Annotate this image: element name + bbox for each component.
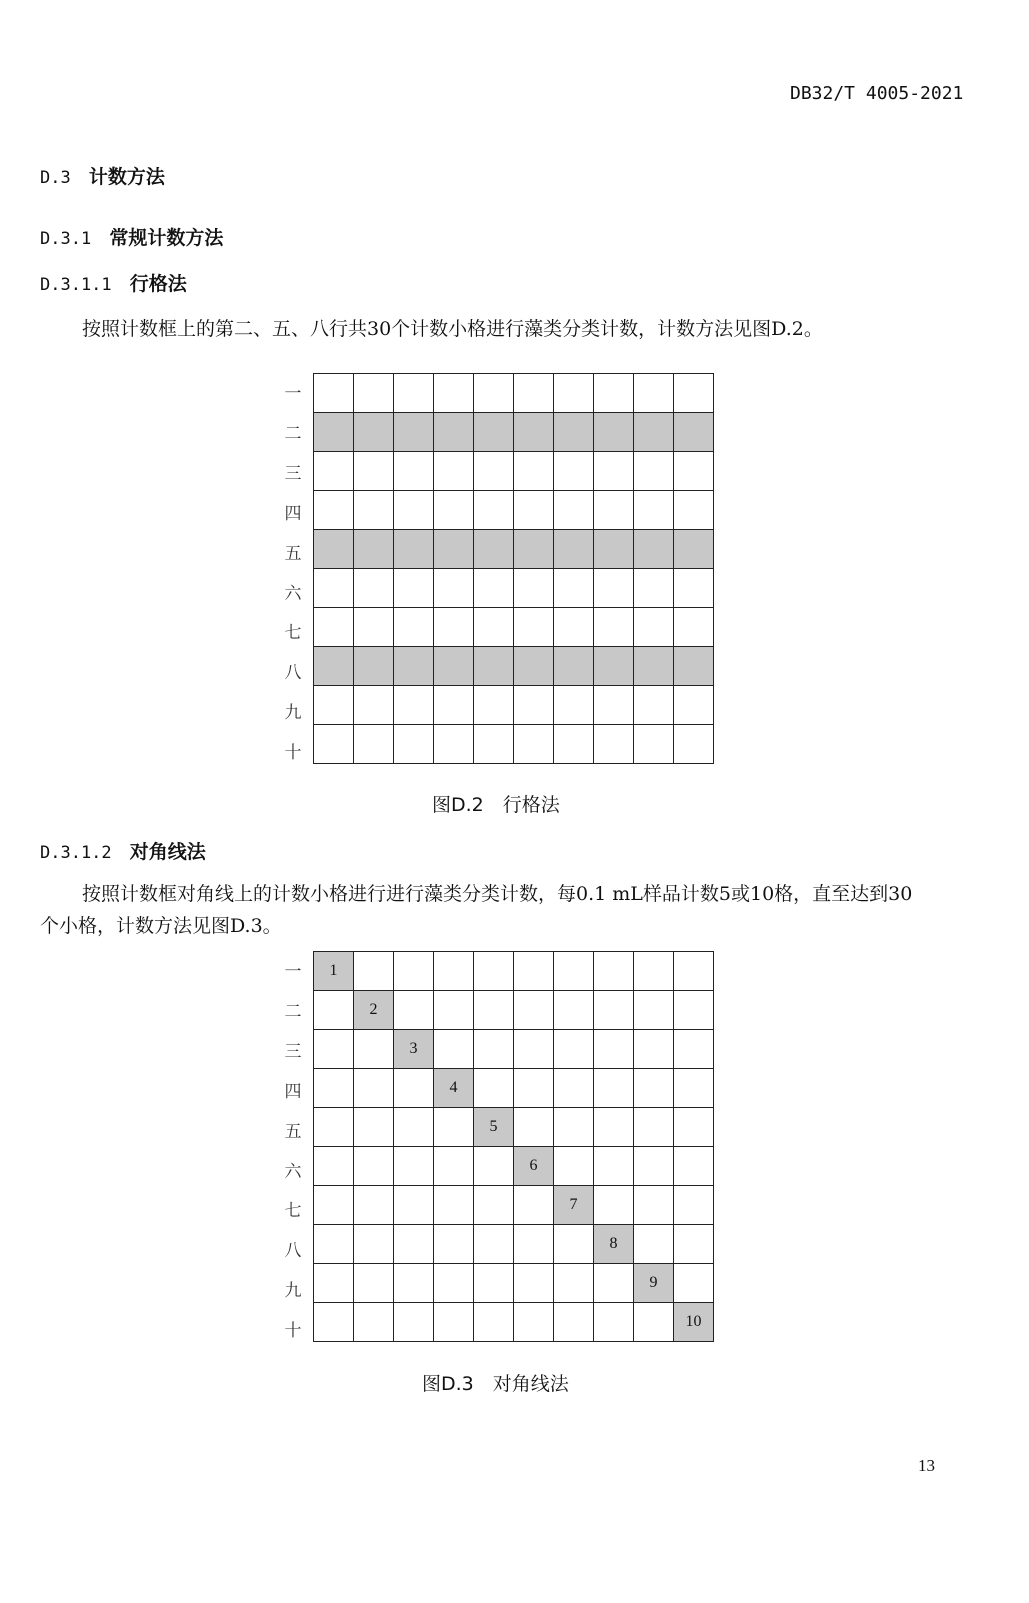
grid-cell bbox=[394, 530, 434, 569]
grid-cell bbox=[474, 1225, 514, 1264]
grid-cell bbox=[634, 991, 674, 1030]
grid-cell bbox=[634, 1108, 674, 1147]
grid-cell bbox=[634, 725, 674, 764]
document-code: DB32/T 4005-2021 bbox=[790, 83, 964, 104]
diagonal-cell: 2 bbox=[354, 991, 394, 1030]
grid-cell bbox=[634, 952, 674, 991]
grid-cell bbox=[354, 1264, 394, 1303]
grid-cell bbox=[594, 1186, 634, 1225]
grid-cell bbox=[394, 1225, 434, 1264]
grid-cell bbox=[434, 452, 474, 491]
grid-row bbox=[314, 413, 714, 452]
grid-cell bbox=[634, 647, 674, 686]
grid-cell bbox=[514, 452, 554, 491]
grid-row bbox=[314, 530, 714, 569]
grid-cell bbox=[474, 991, 514, 1030]
grid-cell bbox=[554, 1030, 594, 1069]
grid-cell bbox=[474, 413, 514, 452]
row-label: 一 bbox=[284, 962, 302, 982]
row-label: 四 bbox=[284, 1081, 302, 1102]
grid-cell bbox=[554, 1303, 594, 1342]
grid-cell bbox=[594, 725, 634, 764]
grid-cell bbox=[314, 1108, 354, 1147]
grid-cell bbox=[314, 1186, 354, 1225]
paragraph-d312-line2: 个小格，计数方法见图D.3。 bbox=[40, 915, 282, 937]
grid-row bbox=[314, 374, 714, 413]
grid-cell bbox=[394, 1186, 434, 1225]
heading-title: 行格法 bbox=[129, 273, 187, 295]
row-label: 六 bbox=[284, 1161, 302, 1182]
grid-cell bbox=[554, 452, 594, 491]
diagonal-cell: 8 bbox=[594, 1225, 634, 1264]
grid-cell bbox=[554, 374, 594, 413]
grid-cell bbox=[314, 686, 354, 725]
grid-cell bbox=[674, 952, 714, 991]
row-label: 一 bbox=[284, 384, 302, 404]
grid-cell bbox=[474, 452, 514, 491]
grid-cell bbox=[354, 374, 394, 413]
grid-cell bbox=[394, 608, 434, 647]
grid-cell bbox=[434, 1186, 474, 1225]
grid-cell bbox=[634, 1225, 674, 1264]
row-label: 八 bbox=[284, 663, 302, 684]
page-number: 13 bbox=[918, 1456, 935, 1475]
grid-cell bbox=[554, 1264, 594, 1303]
grid-cell bbox=[314, 491, 354, 530]
grid-cell bbox=[594, 608, 634, 647]
grid-cell bbox=[434, 608, 474, 647]
row-label: 四 bbox=[284, 503, 302, 524]
row-label: 九 bbox=[284, 1281, 302, 1302]
grid-cell bbox=[394, 452, 434, 491]
grid-cell bbox=[474, 530, 514, 569]
grid-cell bbox=[434, 991, 474, 1030]
grid-cell bbox=[354, 686, 394, 725]
grid-cell bbox=[354, 952, 394, 991]
grid-cell bbox=[634, 1030, 674, 1069]
grid-cell bbox=[314, 647, 354, 686]
grid-row bbox=[314, 452, 714, 491]
grid-cell bbox=[434, 1030, 474, 1069]
grid-cell bbox=[314, 1147, 354, 1186]
grid-cell bbox=[434, 725, 474, 764]
grid-cell bbox=[554, 1108, 594, 1147]
grid-cell bbox=[354, 1303, 394, 1342]
grid-cell bbox=[514, 1108, 554, 1147]
grid-cell bbox=[594, 991, 634, 1030]
grid-row bbox=[314, 1303, 714, 1342]
grid-cell bbox=[554, 569, 594, 608]
row-label: 七 bbox=[284, 623, 302, 644]
grid-cell bbox=[674, 452, 714, 491]
grid-cell bbox=[594, 530, 634, 569]
heading-title: 计数方法 bbox=[88, 166, 165, 188]
grid-cell bbox=[674, 569, 714, 608]
grid-cell bbox=[354, 569, 394, 608]
grid-cell bbox=[474, 608, 514, 647]
heading-d312 bbox=[40, 837, 206, 864]
grid-cell bbox=[634, 452, 674, 491]
grid-cell bbox=[354, 1069, 394, 1108]
grid-cell bbox=[594, 569, 634, 608]
grid-cell bbox=[354, 530, 394, 569]
grid-cell bbox=[434, 1303, 474, 1342]
grid-cell bbox=[394, 1069, 434, 1108]
grid-cell bbox=[394, 952, 434, 991]
row-label: 九 bbox=[284, 703, 302, 724]
grid-cell bbox=[354, 647, 394, 686]
grid-cell bbox=[394, 1303, 434, 1342]
figure-d2-caption: 图D.2 行格法 bbox=[432, 794, 560, 816]
grid-cell bbox=[594, 374, 634, 413]
grid-cell bbox=[674, 647, 714, 686]
paragraph-d312-line1: 按照计数框对角线上的计数小格进行进行藻类分类计数，每0.1 mL样品计数5或10格，直至达到30 bbox=[82, 883, 913, 905]
grid-cell bbox=[354, 1186, 394, 1225]
grid-cell bbox=[554, 1147, 594, 1186]
heading-title: 对角线法 bbox=[129, 841, 206, 863]
grid-cell bbox=[314, 530, 354, 569]
grid-cell bbox=[554, 1069, 594, 1108]
grid-cell bbox=[474, 1147, 514, 1186]
grid-cell bbox=[354, 491, 394, 530]
grid-cell bbox=[314, 1030, 354, 1069]
grid-cell bbox=[474, 686, 514, 725]
grid-cell bbox=[514, 1225, 554, 1264]
grid-cell bbox=[314, 1264, 354, 1303]
diagonal-cell: 7 bbox=[554, 1186, 594, 1225]
grid-cell bbox=[594, 491, 634, 530]
grid-cell bbox=[314, 608, 354, 647]
grid-cell bbox=[514, 374, 554, 413]
grid-cell bbox=[594, 1264, 634, 1303]
grid-cell bbox=[354, 1108, 394, 1147]
grid-cell bbox=[514, 1264, 554, 1303]
grid-cell bbox=[434, 413, 474, 452]
grid-cell bbox=[474, 491, 514, 530]
grid-cell bbox=[674, 608, 714, 647]
row-label: 五 bbox=[284, 543, 302, 564]
grid-cell bbox=[514, 952, 554, 991]
grid-cell bbox=[394, 491, 434, 530]
grid-cell bbox=[674, 1069, 714, 1108]
grid-cell bbox=[514, 1069, 554, 1108]
grid-cell bbox=[554, 991, 594, 1030]
grid-cell bbox=[634, 686, 674, 725]
heading-number: D.3.1.1 bbox=[40, 275, 112, 295]
grid-cell bbox=[634, 1147, 674, 1186]
grid-cell bbox=[394, 647, 434, 686]
grid-cell bbox=[674, 725, 714, 764]
grid-row bbox=[314, 686, 714, 725]
grid-cell bbox=[514, 725, 554, 764]
diagonal-cell: 6 bbox=[514, 1147, 554, 1186]
grid-cell bbox=[434, 1147, 474, 1186]
grid-row bbox=[314, 491, 714, 530]
row-label: 二 bbox=[284, 1001, 302, 1022]
grid-cell bbox=[434, 530, 474, 569]
grid-cell bbox=[514, 491, 554, 530]
grid-cell bbox=[314, 991, 354, 1030]
grid-cell bbox=[514, 1186, 554, 1225]
grid-cell bbox=[434, 1225, 474, 1264]
grid-cell bbox=[354, 452, 394, 491]
grid-cell bbox=[474, 1186, 514, 1225]
grid-cell bbox=[634, 1069, 674, 1108]
grid-cell bbox=[434, 569, 474, 608]
grid-row bbox=[314, 647, 714, 686]
grid-cell bbox=[674, 1147, 714, 1186]
grid-cell bbox=[634, 1303, 674, 1342]
heading-d311 bbox=[40, 269, 187, 296]
grid-cell bbox=[514, 1303, 554, 1342]
heading-d31 bbox=[40, 223, 223, 250]
grid-cell bbox=[594, 452, 634, 491]
grid-cell bbox=[394, 374, 434, 413]
grid-cell bbox=[354, 1225, 394, 1264]
grid-cell bbox=[554, 1225, 594, 1264]
grid-cell bbox=[594, 647, 634, 686]
grid-cell bbox=[634, 374, 674, 413]
grid-cell bbox=[674, 1108, 714, 1147]
grid-cell bbox=[674, 1264, 714, 1303]
grid-cell bbox=[634, 491, 674, 530]
row-label: 七 bbox=[284, 1201, 302, 1222]
grid-row bbox=[314, 608, 714, 647]
grid-row bbox=[314, 1147, 714, 1186]
grid-cell bbox=[554, 608, 594, 647]
grid-cell bbox=[634, 413, 674, 452]
grid-cell bbox=[434, 1108, 474, 1147]
grid-cell bbox=[514, 1030, 554, 1069]
diagonal-cell: 4 bbox=[434, 1069, 474, 1108]
row-label: 二 bbox=[284, 423, 302, 444]
row-label: 八 bbox=[284, 1241, 302, 1262]
grid-cell bbox=[514, 530, 554, 569]
grid-cell bbox=[674, 686, 714, 725]
grid-row bbox=[314, 1264, 714, 1303]
grid-row bbox=[314, 725, 714, 764]
grid-cell bbox=[634, 569, 674, 608]
figure-d2-grid bbox=[313, 373, 714, 764]
row-label: 三 bbox=[284, 463, 302, 484]
heading-number: D.3.1 bbox=[40, 229, 92, 249]
grid-cell bbox=[474, 569, 514, 608]
grid-cell bbox=[514, 991, 554, 1030]
grid-cell bbox=[674, 374, 714, 413]
grid-cell bbox=[674, 530, 714, 569]
grid-cell bbox=[674, 991, 714, 1030]
grid-cell bbox=[394, 413, 434, 452]
grid-cell bbox=[674, 1225, 714, 1264]
heading-title: 常规计数方法 bbox=[109, 227, 224, 249]
heading-number: D.3.1.2 bbox=[40, 843, 112, 863]
grid-cell bbox=[434, 647, 474, 686]
grid-cell bbox=[554, 647, 594, 686]
grid-cell bbox=[634, 608, 674, 647]
grid-cell bbox=[354, 725, 394, 764]
grid-cell bbox=[634, 1186, 674, 1225]
figure-d3-caption: 图D.3 对角线法 bbox=[422, 1373, 569, 1395]
row-label: 十 bbox=[284, 743, 302, 764]
grid-cell bbox=[434, 374, 474, 413]
grid-cell bbox=[394, 1264, 434, 1303]
grid-cell bbox=[514, 647, 554, 686]
row-label: 六 bbox=[284, 583, 302, 604]
grid-cell bbox=[514, 413, 554, 452]
grid-cell bbox=[314, 374, 354, 413]
grid-cell bbox=[394, 686, 434, 725]
grid-cell bbox=[354, 608, 394, 647]
grid-cell bbox=[554, 530, 594, 569]
grid-row bbox=[314, 1030, 714, 1069]
grid-row bbox=[314, 1108, 714, 1147]
heading-d3 bbox=[40, 162, 165, 189]
grid-cell bbox=[314, 452, 354, 491]
grid-cell bbox=[314, 1303, 354, 1342]
grid-cell bbox=[474, 1069, 514, 1108]
heading-number: D.3 bbox=[40, 168, 71, 188]
grid-cell bbox=[474, 374, 514, 413]
grid-cell bbox=[314, 1225, 354, 1264]
grid-cell bbox=[594, 1303, 634, 1342]
grid-cell bbox=[594, 686, 634, 725]
row-label: 十 bbox=[284, 1321, 302, 1342]
grid-cell bbox=[594, 1069, 634, 1108]
grid-cell bbox=[474, 952, 514, 991]
paragraph-d311: 按照计数框上的第二、五、八行共30个计数小格进行藻类分类计数，计数方法见图D.2。 bbox=[82, 318, 823, 340]
grid-cell bbox=[594, 1147, 634, 1186]
diagonal-cell: 10 bbox=[674, 1303, 714, 1342]
grid-row bbox=[314, 569, 714, 608]
grid-cell bbox=[354, 1147, 394, 1186]
grid-cell bbox=[674, 491, 714, 530]
grid-cell bbox=[594, 1108, 634, 1147]
grid-cell bbox=[354, 413, 394, 452]
grid-cell bbox=[394, 1147, 434, 1186]
grid-cell bbox=[474, 725, 514, 764]
grid-cell bbox=[314, 1069, 354, 1108]
grid-cell bbox=[554, 491, 594, 530]
row-label: 五 bbox=[284, 1121, 302, 1142]
grid-row bbox=[314, 991, 714, 1030]
grid-cell bbox=[474, 1264, 514, 1303]
grid-cell bbox=[554, 686, 594, 725]
grid-row bbox=[314, 1186, 714, 1225]
grid-cell bbox=[474, 1303, 514, 1342]
grid-cell bbox=[394, 991, 434, 1030]
grid-cell bbox=[514, 569, 554, 608]
grid-cell bbox=[594, 1030, 634, 1069]
grid-cell bbox=[674, 413, 714, 452]
grid-cell bbox=[674, 1030, 714, 1069]
figure-d3-grid bbox=[313, 951, 714, 1342]
grid-cell bbox=[394, 725, 434, 764]
row-label: 三 bbox=[284, 1041, 302, 1062]
grid-cell bbox=[314, 569, 354, 608]
grid-cell bbox=[634, 530, 674, 569]
grid-cell bbox=[434, 1264, 474, 1303]
grid-cell bbox=[474, 1030, 514, 1069]
grid-cell bbox=[554, 725, 594, 764]
grid-cell bbox=[594, 413, 634, 452]
grid-cell bbox=[314, 413, 354, 452]
diagonal-cell: 3 bbox=[394, 1030, 434, 1069]
grid-cell bbox=[594, 952, 634, 991]
grid-row bbox=[314, 1225, 714, 1264]
grid-cell bbox=[434, 952, 474, 991]
grid-cell bbox=[554, 413, 594, 452]
grid-cell bbox=[514, 686, 554, 725]
grid-cell bbox=[434, 686, 474, 725]
grid-cell bbox=[514, 608, 554, 647]
grid-row bbox=[314, 1069, 714, 1108]
grid-cell bbox=[434, 491, 474, 530]
grid-cell bbox=[354, 1030, 394, 1069]
diagonal-cell: 9 bbox=[634, 1264, 674, 1303]
grid-cell bbox=[474, 647, 514, 686]
grid-cell bbox=[554, 952, 594, 991]
grid-cell bbox=[314, 725, 354, 764]
grid-row bbox=[314, 952, 714, 991]
grid-cell bbox=[394, 1108, 434, 1147]
diagonal-cell: 5 bbox=[474, 1108, 514, 1147]
grid-cell bbox=[394, 569, 434, 608]
diagonal-cell: 1 bbox=[314, 952, 354, 991]
grid-cell bbox=[674, 1186, 714, 1225]
